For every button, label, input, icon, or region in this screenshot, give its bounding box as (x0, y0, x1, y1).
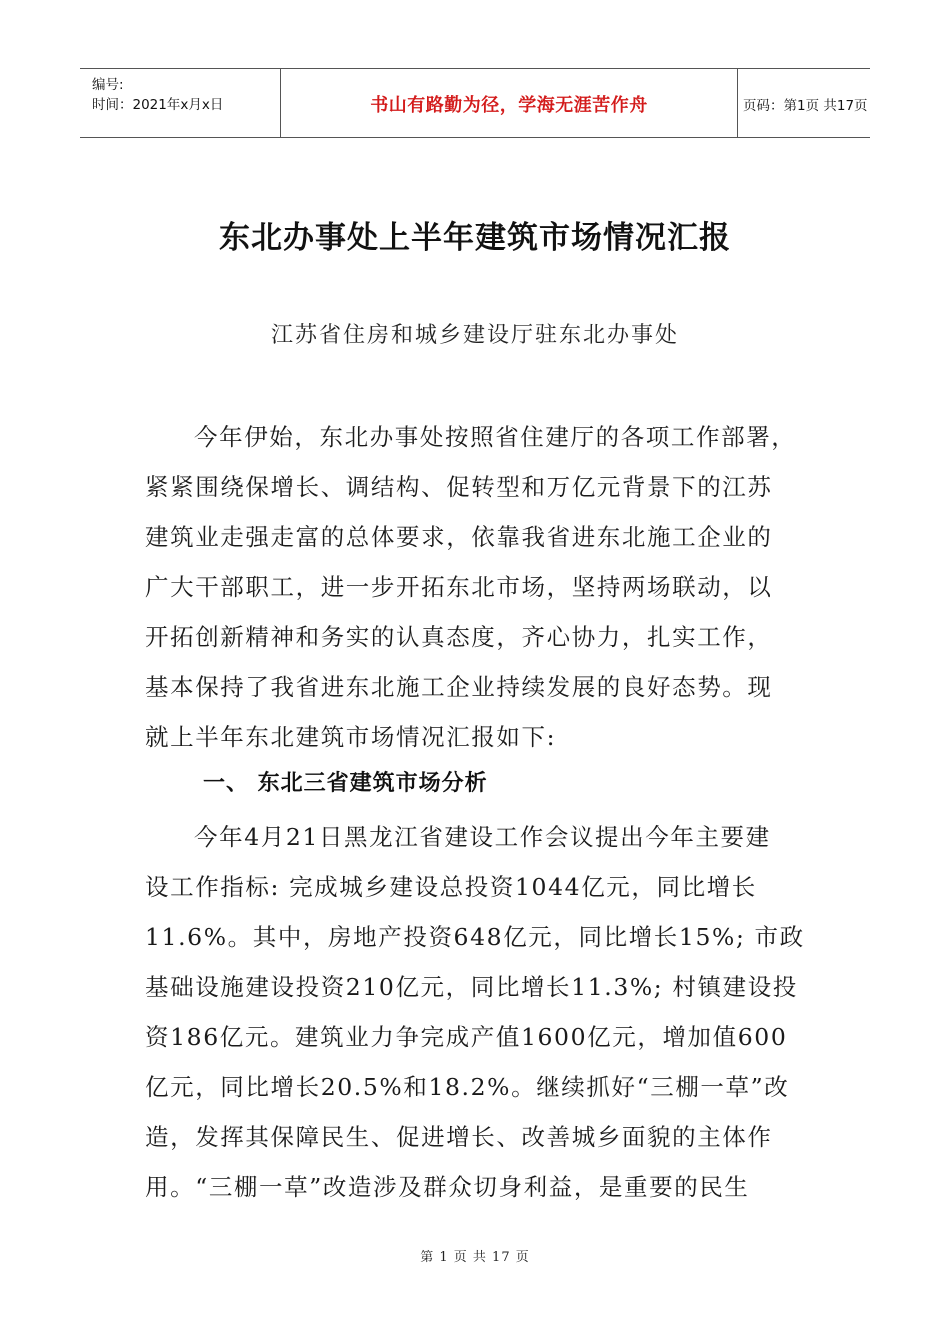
paragraph-line: 今年4月21日黑龙江省建设工作会议提出今年主要建 (194, 823, 771, 851)
document-subtitle: 江苏省住房和城乡建设厅驻东北办事处 (270, 323, 679, 348)
paragraph-line: 用。“三棚一草”改造涉及群众切身利益，是重要的民生 (145, 1173, 750, 1201)
header-motto-cell (280, 69, 738, 137)
header-page-cell (737, 69, 870, 137)
paragraph-line: 资186亿元。建筑业力争完成产值1600亿元，增加值600 (145, 1023, 788, 1051)
document-title: 东北办事处上半年建筑市场情况汇报 (219, 220, 731, 256)
header-table (80, 68, 870, 138)
document-number-label: 编号: (92, 77, 124, 93)
header-left-cell (80, 69, 280, 137)
paragraph-line: 今年伊始，东北办事处按照省住建厅的各项工作部署， (194, 423, 797, 451)
paragraph-line: 开拓创新精神和务实的认真态度，齐心协力，扎实工作， (145, 623, 773, 651)
paragraph-line: 紧紧围绕保增长、调结构、促转型和万亿元背景下的江苏 (145, 473, 773, 501)
paragraph-line: 亿元，同比增长20.5%和18.2%。继续抓好“三棚一草”改 (145, 1073, 790, 1101)
paragraph-line: 基础设施建设投资210亿元，同比增长11.3%; 村镇建设投 (145, 973, 798, 1001)
paragraph-line: 11.6%。其中，房地产投资648亿元，同比增长15%; 市政 (145, 923, 805, 951)
section-heading: 一、 东北三省建筑市场分析 (203, 771, 488, 796)
paragraph-line: 广大干部职工，进一步开拓东北市场，坚持两场联动，以 (145, 573, 773, 601)
page-footer: 第 1 页 共 17 页 (420, 1250, 530, 1265)
paragraph-line: 建筑业走强走富的总体要求，依靠我省进东北施工企业的 (145, 523, 773, 551)
paragraph-line: 设工作指标: 完成城乡建设总投资1044亿元，同比增长 (145, 873, 757, 901)
paragraph-line: 就上半年东北建筑市场情况汇报如下: (145, 723, 557, 751)
header-motto: 书山有路勤为径，学海无涯苦作舟 (370, 95, 648, 116)
paragraph-line: 造，发挥其保障民生、促进增长、改善城乡面貌的主体作 (145, 1123, 773, 1151)
paragraph-line: 基本保持了我省进东北施工企业持续发展的良好态势。现 (145, 673, 773, 701)
header-page-info: 页码：第1页 共17页 (743, 98, 868, 114)
document-date-label: 时间：2021年x月x日 (92, 97, 224, 113)
